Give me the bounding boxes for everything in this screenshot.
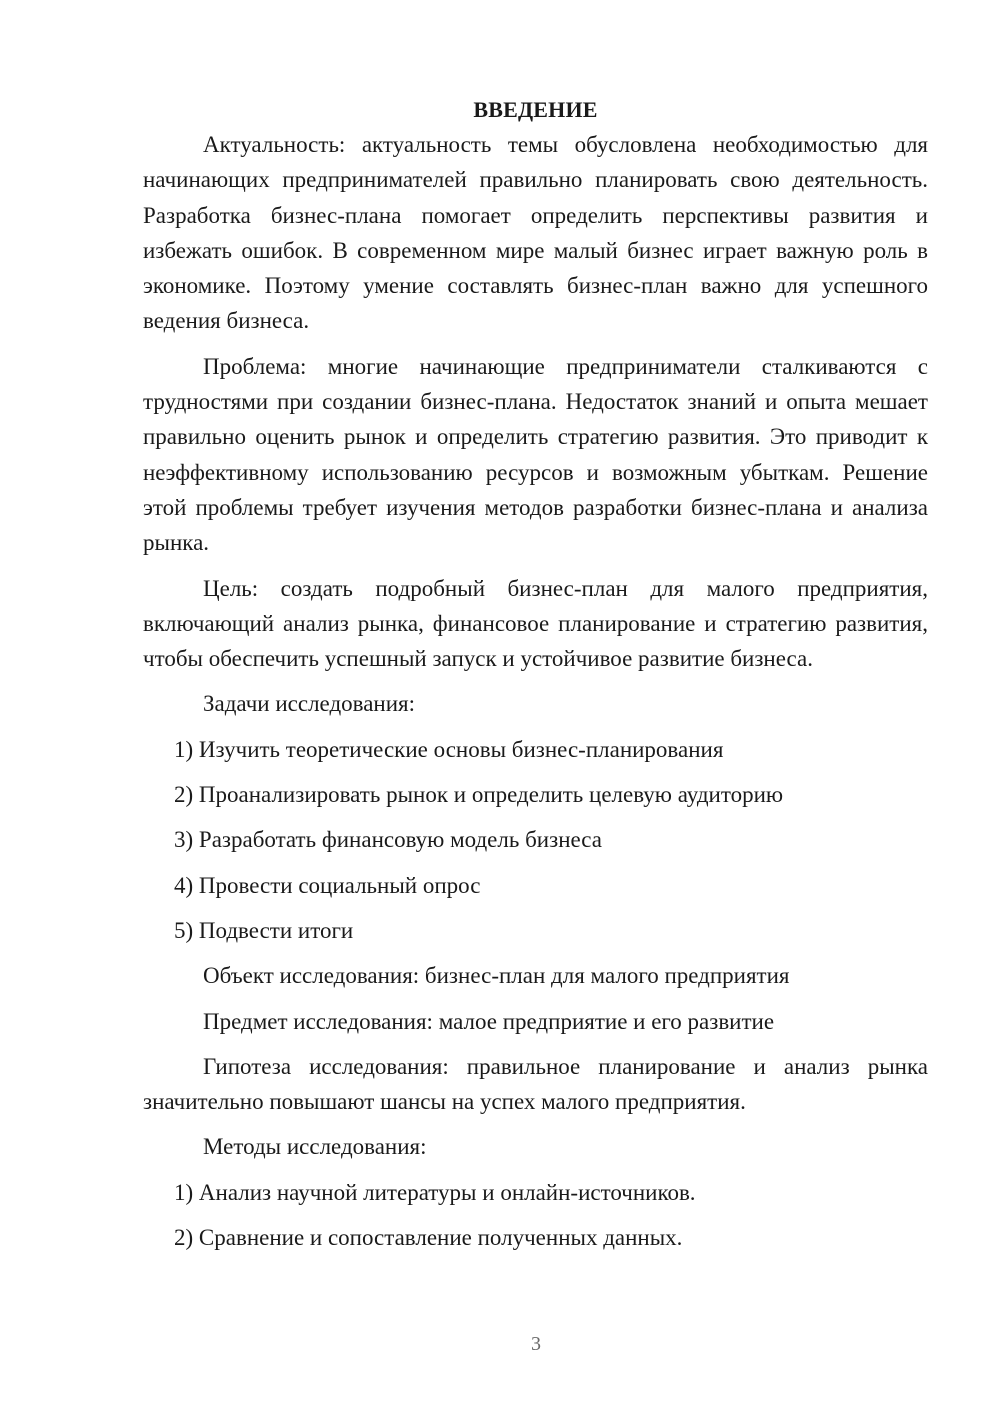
task-item: 4) Провести социальный опрос — [174, 872, 481, 898]
method-item: 1) Анализ научной литературы и онлайн-источников. — [174, 1179, 696, 1205]
research-object: Объект исследования: бизнес-план для малого предприятия — [203, 963, 790, 989]
relevance-paragraph: Актуальность: актуальность темы обусловлена необходимостью для начинающих предпринимателей правильно планировать свою деятельность. Разработка бизнес-плана помогает определить перспективы развития и избежать ошибок. В современном мире малый бизнес играет важную роль в экономике. Поэтому умение составлять бизнес-план важно для успешного ведения бизнеса. — [143, 132, 928, 334]
tasks-heading: Задачи исследования: — [203, 691, 416, 717]
hypothesis-paragraph: Гипотеза исследования: правильное планирование и анализ рынка значительно повышают шансы на успех малого предприятия. — [143, 1053, 928, 1115]
task-item: 1) Изучить теоретические основы бизнес-планирования — [174, 736, 724, 762]
task-item: 5) Подвести итоги — [174, 917, 354, 943]
method-item: 2) Сравнение и сопоставление полученных данных. — [174, 1225, 683, 1251]
task-item: 2) Проанализировать рынок и определить целевую аудиторию — [174, 782, 784, 808]
task-item: 3) Разработать финансовую модель бизнеса — [174, 827, 602, 853]
problem-paragraph: Проблема: многие начинающие предприниматели сталкиваются с трудностями при создании бизнес-плана. Недостаток знаний и опыта мешает правильно оценить рынок и определить стратегию развития. Это приводит к неэффективному использованию ресурсов и возможным убыткам. Решение этой проблемы требует изучения методов разработки бизнес-плана и анализа рынка. — [143, 353, 928, 556]
document-page — [143, 92, 928, 1255]
methods-heading: Методы исследования: — [203, 1134, 427, 1160]
page-number: 3 — [531, 1333, 541, 1355]
research-subject: Предмет исследования: малое предприятие и его развитие — [203, 1008, 775, 1034]
goal-paragraph: Цель: создать подробный бизнес-план для малого предприятия, включающий анализ рынка, финансовое планирование и стратегию развития, чтобы обеспечить успешный запуск и устойчивое развитие бизнеса. — [143, 575, 928, 672]
page-title: ВВЕДЕНИЕ — [473, 97, 598, 122]
